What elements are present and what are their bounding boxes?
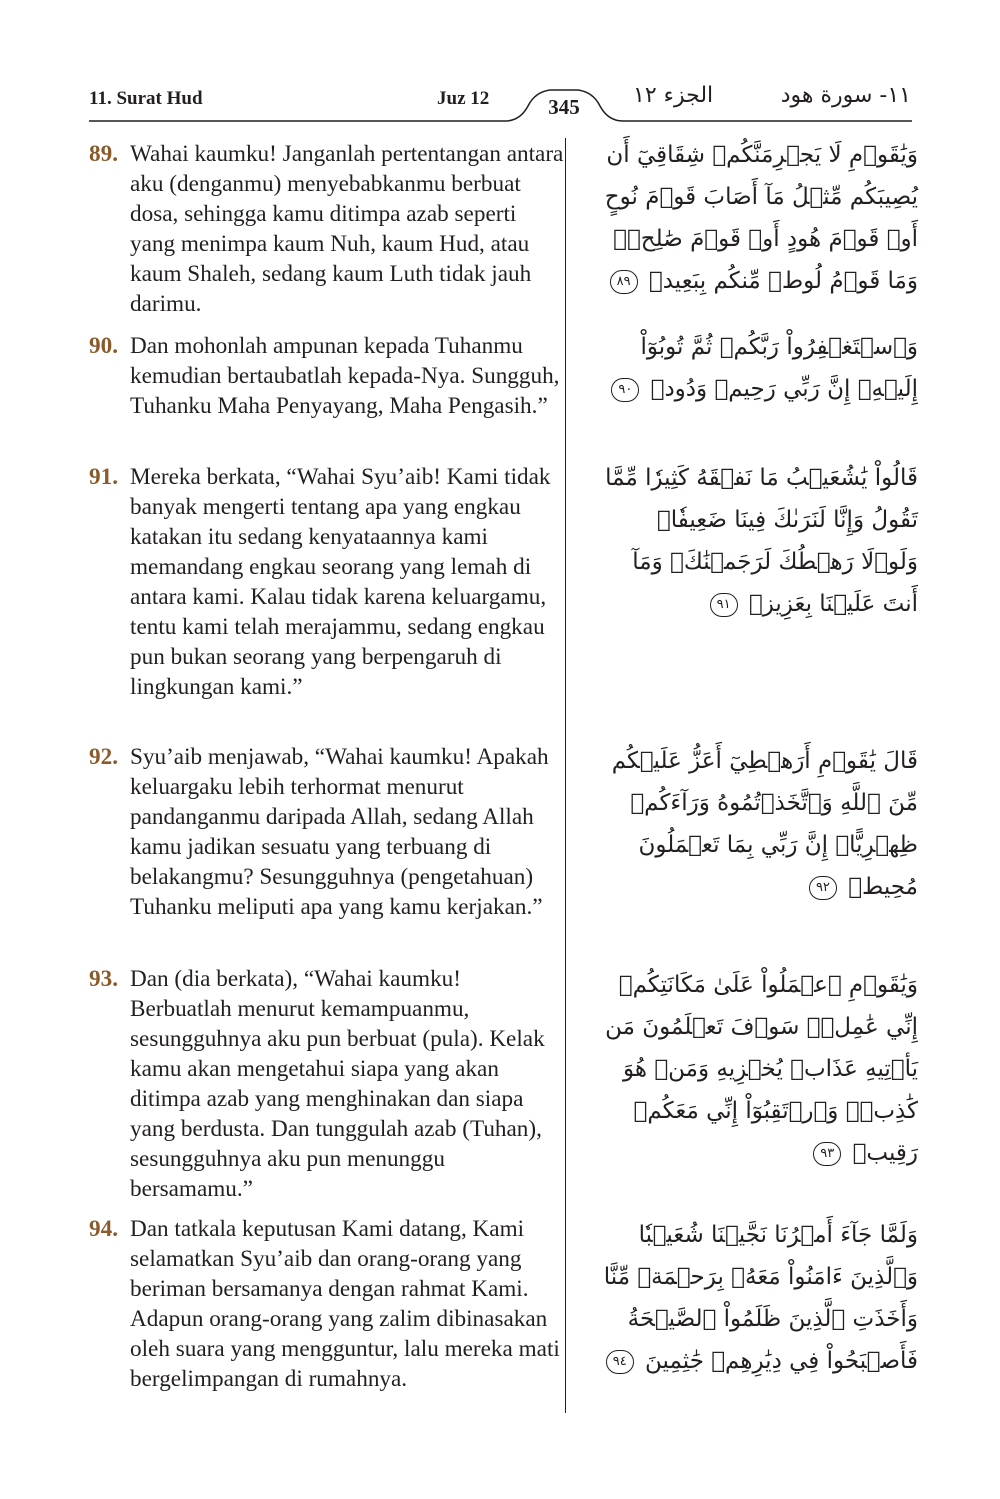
ayah-end-marker: ٩٠ bbox=[611, 378, 639, 402]
surah-title-arabic: ١١- سورة هود bbox=[780, 83, 911, 108]
arabic-text: وَٱسۡتَغۡفِرُواْ رَبَّكُمۡ ثُمَّ تُوبُوٓاْ إِلَيۡهِۚ إِنَّ رَبِّي رَحِيمٞ وَدُودٞ bbox=[640, 334, 918, 402]
verse-arabic bbox=[598, 740, 918, 908]
ayah-end-marker: ٩٤ bbox=[606, 1350, 634, 1374]
column-divider bbox=[565, 138, 566, 1413]
verse-number: 94. bbox=[89, 1216, 118, 1242]
verse-arabic bbox=[598, 326, 918, 410]
translation-text: Dan tatkala keputusan Kami datang, Kami selamatkan Syu’aib dan orang-orang yang beriman bersamanya dengan rahmat Kami. Adapun orang-orang yang zalim dibinasakan oleh suara yang mengguntur, lalu mereka mati bergelimpangan di rumahnya. bbox=[130, 1216, 560, 1392]
verse-translation bbox=[89, 139, 564, 319]
header-rule bbox=[0, 0, 1000, 130]
surah-title-latin: 11. Surat Hud bbox=[89, 88, 203, 109]
verse-number: 90. bbox=[89, 333, 118, 359]
verse-arabic bbox=[598, 1214, 918, 1382]
verse-number: 92. bbox=[89, 744, 118, 770]
verse-arabic bbox=[598, 964, 918, 1174]
juz-label-arabic: الجزء ١٢ bbox=[633, 83, 714, 108]
page-number: 345 bbox=[548, 95, 580, 119]
verse-number: 89. bbox=[89, 141, 118, 167]
translation-text: Mereka berkata, “Wahai Syu’aib! Kami tidak banyak mengerti tentang apa yang engkau katakan itu sedang kenyataannya kami memandang engkau seorang yang lemah di antara kami. Kalau tidak karena keluargamu, tentu kami telah merajammu, sedang engkau pun bukan seorang yang berpengaruh di lingkungan kami.” bbox=[130, 464, 551, 700]
translation-text: Dan (dia berkata), “Wahai kaumku! Berbuatlah menurut kemampuanmu, sesungguhnya aku pun berbuat (pula). Kelak kamu akan mengetahui siapa yang akan ditimpa azab yang menghinakan dan siapa yang berdusta. Dan tunggulah azab (Tuhan), sesungguhnya aku pun menunggu bersamamu.” bbox=[130, 966, 545, 1202]
verse-arabic bbox=[598, 134, 918, 302]
verse-translation bbox=[89, 742, 564, 922]
ayah-end-marker: ٩٣ bbox=[813, 1142, 841, 1166]
arabic-text: وَيَٰقَوۡمِ لَا يَجۡرِمَنَّكُمۡ شِقَاقِيٓ أَن يُصِيبَكُم مِّثۡلُ مَآ أَصَابَ قَوۡمَ نُوحٍ أَوۡ قَوۡمَ هُودٍ أَوۡ قَوۡمَ صَٰلِحٖۚ وَمَا قَوۡمُ لُوطٖ مِّنكُم بِبَعِيدٖ bbox=[604, 142, 918, 294]
ayah-end-marker: ٩١ bbox=[710, 593, 738, 617]
translation-text: Wahai kaumku! Janganlah pertentangan antara aku (denganmu) menyebabkanmu berbuat dosa, sehingga kamu ditimpa azab seperti yang menimpa kaum Nuh, kaum Hud, atau kaum Shaleh, sedang kaum Luth tidak jauh darimu. bbox=[130, 141, 564, 317]
translation-text: Syu’aib menjawab, “Wahai kaumku! Apakah keluargaku lebih terhormat menurut pandanganmu daripada Allah, sedang Allah kamu jadikan sesuatu yang terbuang di belakangmu? Sesungguhnya (pengetahuan) Tuhanku meliputi apa yang kamu kerjakan.” bbox=[130, 744, 549, 920]
verse-translation bbox=[89, 964, 564, 1204]
arabic-text: قَالَ يَٰقَوۡمِ أَرَهۡطِيٓ أَعَزُّ عَلَيۡكُم مِّنَ ٱللَّهِ وَٱتَّخَذۡتُمُوهُ وَرَآءَكُمۡ ظِهۡرِيًّاۖ إِنَّ رَبِّي بِمَا تَعۡمَلُونَ مُحِيطٞ bbox=[611, 748, 918, 900]
ayah-end-marker: ٩٢ bbox=[809, 876, 837, 900]
page-header bbox=[0, 0, 1000, 130]
verse-number: 93. bbox=[89, 966, 118, 992]
translation-text: Dan mohonlah ampunan kepada Tuhanmu kemudian bertaubatlah kepada-Nya. Sungguh, Tuhanku Maha Penyayang, Maha Pengasih.” bbox=[130, 333, 560, 419]
arabic-text: قَالُواْ يَٰشُعَيۡبُ مَا نَفۡقَهُ كَثِيرٗا مِّمَّا تَقُولُ وَإِنَّا لَنَرَىٰكَ فِينَا ضَعِيفٗاۖ وَلَوۡلَا رَهۡطُكَ لَرَجَمۡنَٰكَۖ وَمَآ أَنتَ عَلَيۡنَا بِعَزِيزٖ bbox=[605, 465, 918, 617]
ayah-end-marker: ٨٩ bbox=[610, 270, 638, 294]
arabic-text: وَيَٰقَوۡمِ ٱعۡمَلُواْ عَلَىٰ مَكَانَتِكُمۡ إِنِّي عَٰمِلٞۖ سَوۡفَ تَعۡلَمُونَ مَن يَأۡتِيهِ عَذَابٞ يُخۡزِيهِ وَمَنۡ هُوَ كَٰذِبٞۖ وَٱرۡتَقِبُوٓاْ إِنِّي مَعَكُمۡ رَقِيبٞ bbox=[605, 972, 918, 1166]
verse-number: 91. bbox=[89, 464, 118, 490]
juz-label-latin: Juz 12 bbox=[437, 88, 490, 109]
arabic-text: وَلَمَّا جَآءَ أَمۡرُنَا نَجَّيۡنَا شُعَيۡبٗا وَٱلَّذِينَ ءَامَنُواْ مَعَهُۥ بِرَحۡمَةٖ مِّنَّا وَأَخَذَتِ ٱلَّذِينَ ظَلَمُواْ ٱلصَّيۡحَةُ فَأَصۡبَحُواْ فِي دِيَٰرِهِمۡ جَٰثِمِينَ bbox=[603, 1222, 918, 1374]
verse-translation bbox=[89, 462, 564, 702]
verse-arabic bbox=[598, 457, 918, 625]
verse-translation bbox=[89, 331, 564, 421]
verse-translation bbox=[89, 1214, 564, 1394]
